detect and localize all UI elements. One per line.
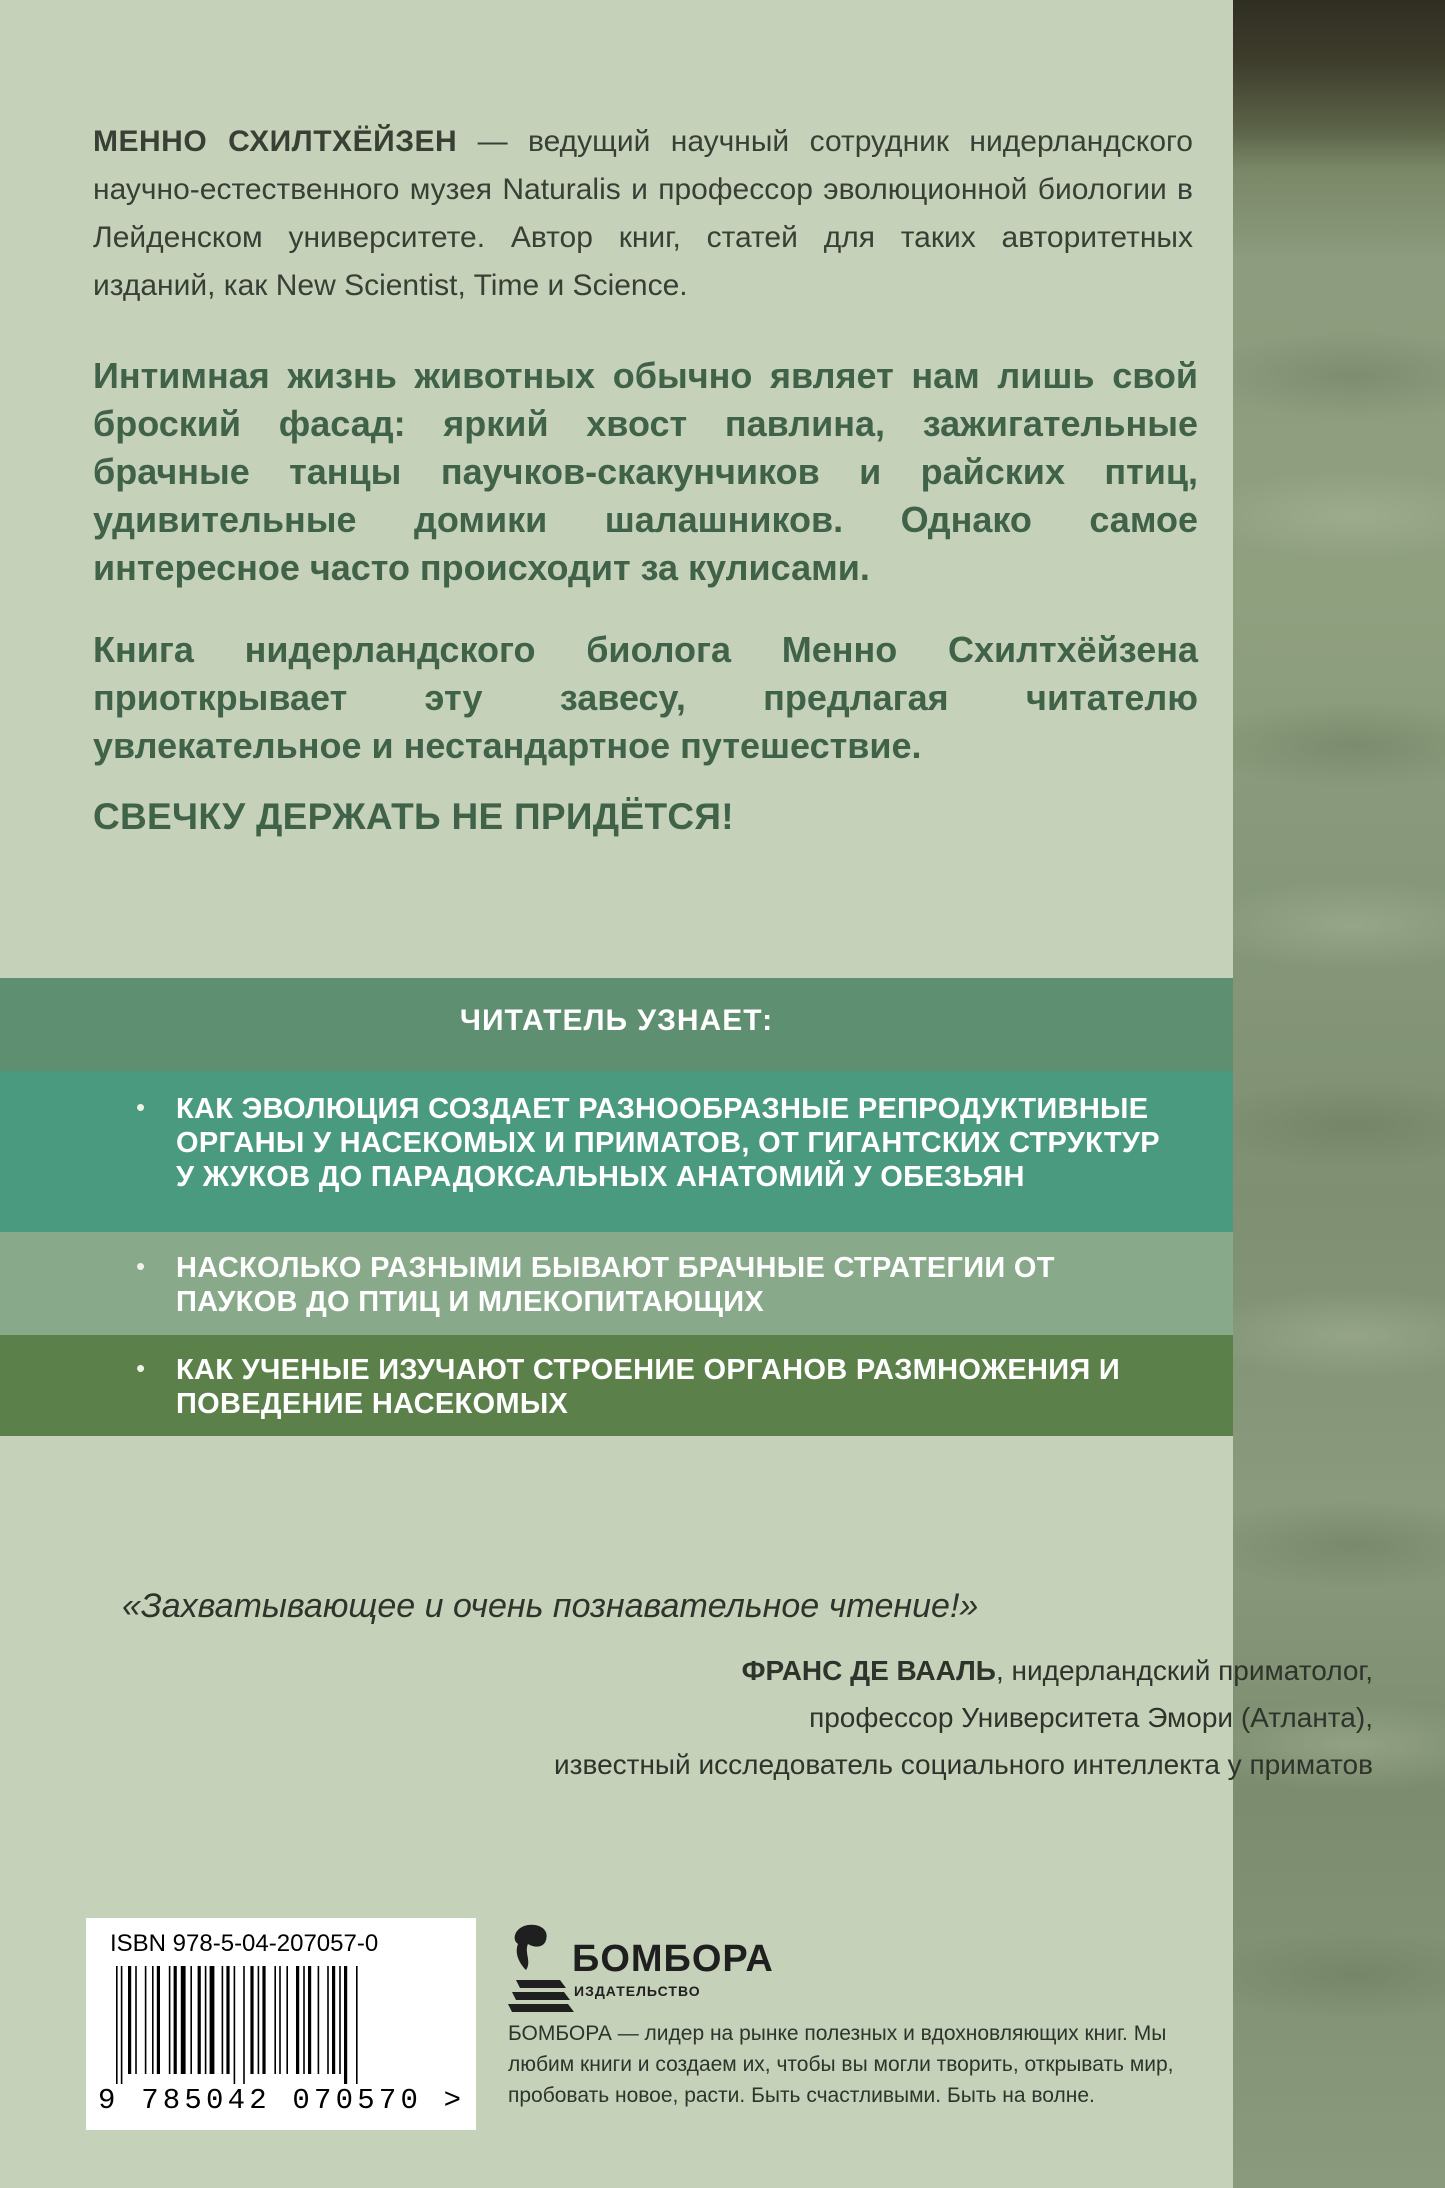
publisher-logo-subtitle: ИЗДАТЕЛЬСТВО (574, 1983, 701, 1999)
barcode-bar (222, 1966, 224, 2074)
barcode-bar (250, 1966, 253, 2074)
author-bio-text: — ведущий научный сотрудник нидерландского научно-естественного музея Naturalis и профессор эволюционной биологии в Лейденском университете. Автор книг, статей для таких авторитетных изданий, как New Scientist, Time и Science. (93, 125, 1193, 302)
barcode-bar (339, 1966, 341, 2074)
barcode-bar (181, 1966, 186, 2074)
barcode-bar (145, 1966, 147, 2074)
barcode-bar (356, 1966, 358, 2084)
barcode-bar (121, 1966, 123, 2084)
barcode-bar (198, 1966, 201, 2074)
description-paragraph: Интимная жизнь животных обычно являет нам лишь свой броский фасад: яркий хвост павлина, зажигательные брачные танцы паучков-скакунчиков и райских птиц, удивительные домики шалашников. Однако самое интересное часто происходит за кулисами. (93, 355, 1198, 588)
fabric-fold (1233, 1930, 1445, 2020)
barcode-bar (169, 1966, 171, 2074)
reviewer-name: ФРАНС ДЕ ВААЛЬ (741, 1655, 996, 1686)
reader-learns-heading: ЧИТАТЕЛЬ УЗНАЕТ: (459, 1004, 774, 1037)
reviewer-title: , нидерландский приматолог, (995, 1655, 1373, 1686)
fabric-fold (1233, 880, 1445, 970)
bedsheet-photo (1233, 0, 1445, 2188)
barcode-bar (234, 1966, 236, 2084)
fabric-fold (1233, 330, 1445, 420)
barcode-bar (210, 1966, 215, 2074)
fabric-fold (1233, 1500, 1445, 1590)
barcode-icon (112, 1966, 442, 2084)
barcode-bar (174, 1966, 177, 2074)
barcode-bar (135, 1966, 137, 2074)
reader-learns-heading-band (0, 978, 1233, 1071)
barcode-bar (308, 1966, 311, 2074)
barcode-bar (344, 1966, 347, 2084)
learn-item-text: КАК УЧЕНЫЕ ИЗУЧАЮТ СТРОЕНИЕ ОРГАНОВ РАЗМНОЖЕНИЯ И ПОВЕДЕНИЕ НАСЕКОМЫХ (176, 1354, 1121, 1420)
learn-item-text: НАСКОЛЬКО РАЗНЫМИ БЫВАЮТ БРАЧНЫЕ СТРАТЕГИИ ОТ ПАУКОВ ДО ПТИЦ И МЛЕКОПИТАЮЩИХ (176, 1252, 1055, 1318)
barcode-bar (152, 1966, 154, 2074)
author-name: МЕННО СХИЛТХЁЙЗЕН (93, 125, 458, 158)
isbn-number: ISBN 978-5-04-207057-0 (110, 1930, 379, 1957)
publisher-description: БОМБОРА — лидер на рынке полезных и вдохновляющих книг. Мы любим книги и создаем их, чтобы вы могли творить, открывать мир, пробовать новое, расти. Быть счастливыми. Быть на волне. (508, 2022, 1174, 2107)
bullet-icon: • (136, 1353, 146, 1383)
ean-digits: 9 785042 070570 > (98, 2084, 466, 2117)
barcode-bar (258, 1966, 260, 2074)
attribution-line-2: профессор Университета Эмори (Атланта), (809, 1702, 1373, 1733)
fabric-fold (1233, 470, 1445, 560)
barcode-bar (226, 1966, 229, 2074)
attribution-line-3: известный исследователь социального интеллекта у приматов (554, 1749, 1373, 1780)
barcode-bar (303, 1966, 305, 2074)
barcode-bar (262, 1966, 265, 2074)
fabric-fold (1233, 700, 1445, 790)
learn-item (0, 1071, 1233, 1232)
barcode-bar (243, 1966, 245, 2084)
review-attribution (373, 1647, 1373, 1788)
barcode-bar (116, 1966, 118, 2084)
barcode-bar (286, 1966, 288, 2074)
barcode-bar (157, 1966, 160, 2074)
review-quote: «Захватывающее и очень познавательное чтение!» (122, 1587, 979, 1625)
slogan: СВЕЧКУ ДЕРЖАТЬ НЕ ПРИДЁТСЯ! (93, 796, 734, 837)
barcode-bar (205, 1966, 207, 2074)
barcode-panel (86, 1918, 476, 2130)
barcode-bar (279, 1966, 281, 2074)
publisher-logo-name: БОМБОРА (572, 1938, 774, 1980)
attribution-line-1 (373, 1647, 1373, 1694)
barcode-bar (296, 1966, 299, 2074)
barcode-bar (128, 1966, 131, 2074)
barcode-bar (274, 1966, 276, 2074)
learn-item (0, 1232, 1233, 1335)
barcode-bar (318, 1966, 320, 2074)
learn-item-text: КАК ЭВОЛЮЦИЯ СОЗДАЕТ РАЗНООБРАЗНЫЕ РЕПРОДУКТИВНЫЕ ОРГАНЫ У НАСЕКОМЫХ И ПРИМАТОВ, ОТ ГИГАНТСКИХ СТРУКТУР У ЖУКОВ ДО ПАРАДОКСАЛЬНЫХ АНАТОМИЙ У ОБЕЗЬЯН (176, 1093, 1160, 1193)
barcode-bar (332, 1966, 335, 2074)
barcode-bar (190, 1966, 192, 2074)
fabric-fold (1233, 1080, 1445, 1170)
barcode-bar (327, 1966, 329, 2074)
description-paragraph: Книга нидерландского биолога Менно Схилтхёйзена приоткрывает эту завесу, предлагая читателю увлекательное и нестандартное путешествие. (93, 629, 1198, 766)
learn-item (0, 1335, 1233, 1436)
fabric-fold (1233, 1290, 1445, 1380)
author-bio (93, 118, 1193, 310)
bullet-icon: • (136, 1092, 146, 1122)
bullet-icon: • (136, 1251, 146, 1281)
